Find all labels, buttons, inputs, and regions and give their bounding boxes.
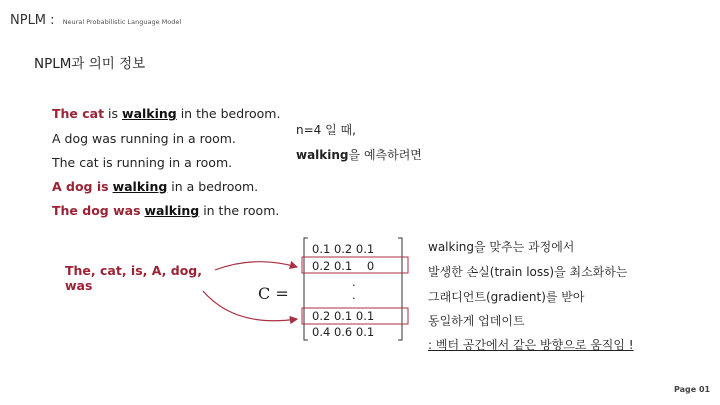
note-target-word: walking — [296, 148, 349, 162]
matrix-left-bracket — [304, 238, 308, 340]
sentence-4-target: walking — [112, 179, 168, 194]
desc-line-4: 동일하게 업데이트 — [428, 314, 525, 328]
matrix-row-1: 0.1 0.2 0.1 — [312, 242, 375, 256]
sentence-4-highlight: A dog is — [52, 179, 109, 194]
matrix-row-2: 0.2 0.1 0 — [312, 259, 375, 273]
sentence-2: A dog was running in a room. — [52, 131, 236, 146]
desc-line-5: : 벡터 공간에서 같은 방향으로 움직임 ! — [428, 338, 634, 352]
matrix-ellipsis-2: . — [352, 288, 356, 302]
context-words: The, cat, is, A, dog, was — [65, 263, 202, 293]
desc-line-1: walking을 맞추는 과정에서 — [428, 240, 575, 254]
desc-line-3: 그래디언트(gradient)를 받아 — [428, 290, 585, 304]
section-title: NPLM과 의미 정보 — [34, 56, 146, 72]
sentence-1-rest: in the bedroom. — [176, 106, 281, 121]
sentence-3: The cat is running in a room. — [52, 155, 233, 170]
title-main: NPLM : — [10, 13, 55, 28]
page-number: Page 01 — [674, 385, 711, 394]
note-line-2-rest: 을 예측하려면 — [348, 148, 422, 162]
title-subtitle: Neural Probabilistic Language Model — [62, 18, 182, 26]
sentence-1-target: walking — [122, 106, 177, 121]
sentence-5-rest: in the room. — [199, 203, 280, 218]
matrix-ellipsis-1: . — [352, 275, 356, 289]
sentence-4-rest: in a bedroom. — [167, 179, 259, 194]
arrow-upper — [215, 262, 297, 270]
matrix-row-6: 0.4 0.6 0.1 — [312, 325, 375, 339]
matrix-right-bracket — [398, 238, 402, 340]
sentence-1-mid: is — [104, 106, 123, 121]
desc-line-2: 발생한 손실(train loss)을 최소화하는 — [428, 265, 628, 279]
sentence-1-highlight: The cat — [52, 106, 105, 121]
matrix-row-5: 0.2 0.1 0.1 — [312, 309, 375, 323]
sentence-5-highlight: The dog was — [52, 203, 141, 218]
note-line-1: n=4 일 때, — [296, 123, 356, 137]
matrix-label: C = — [258, 284, 289, 303]
sentence-5-target: walking — [144, 203, 200, 218]
